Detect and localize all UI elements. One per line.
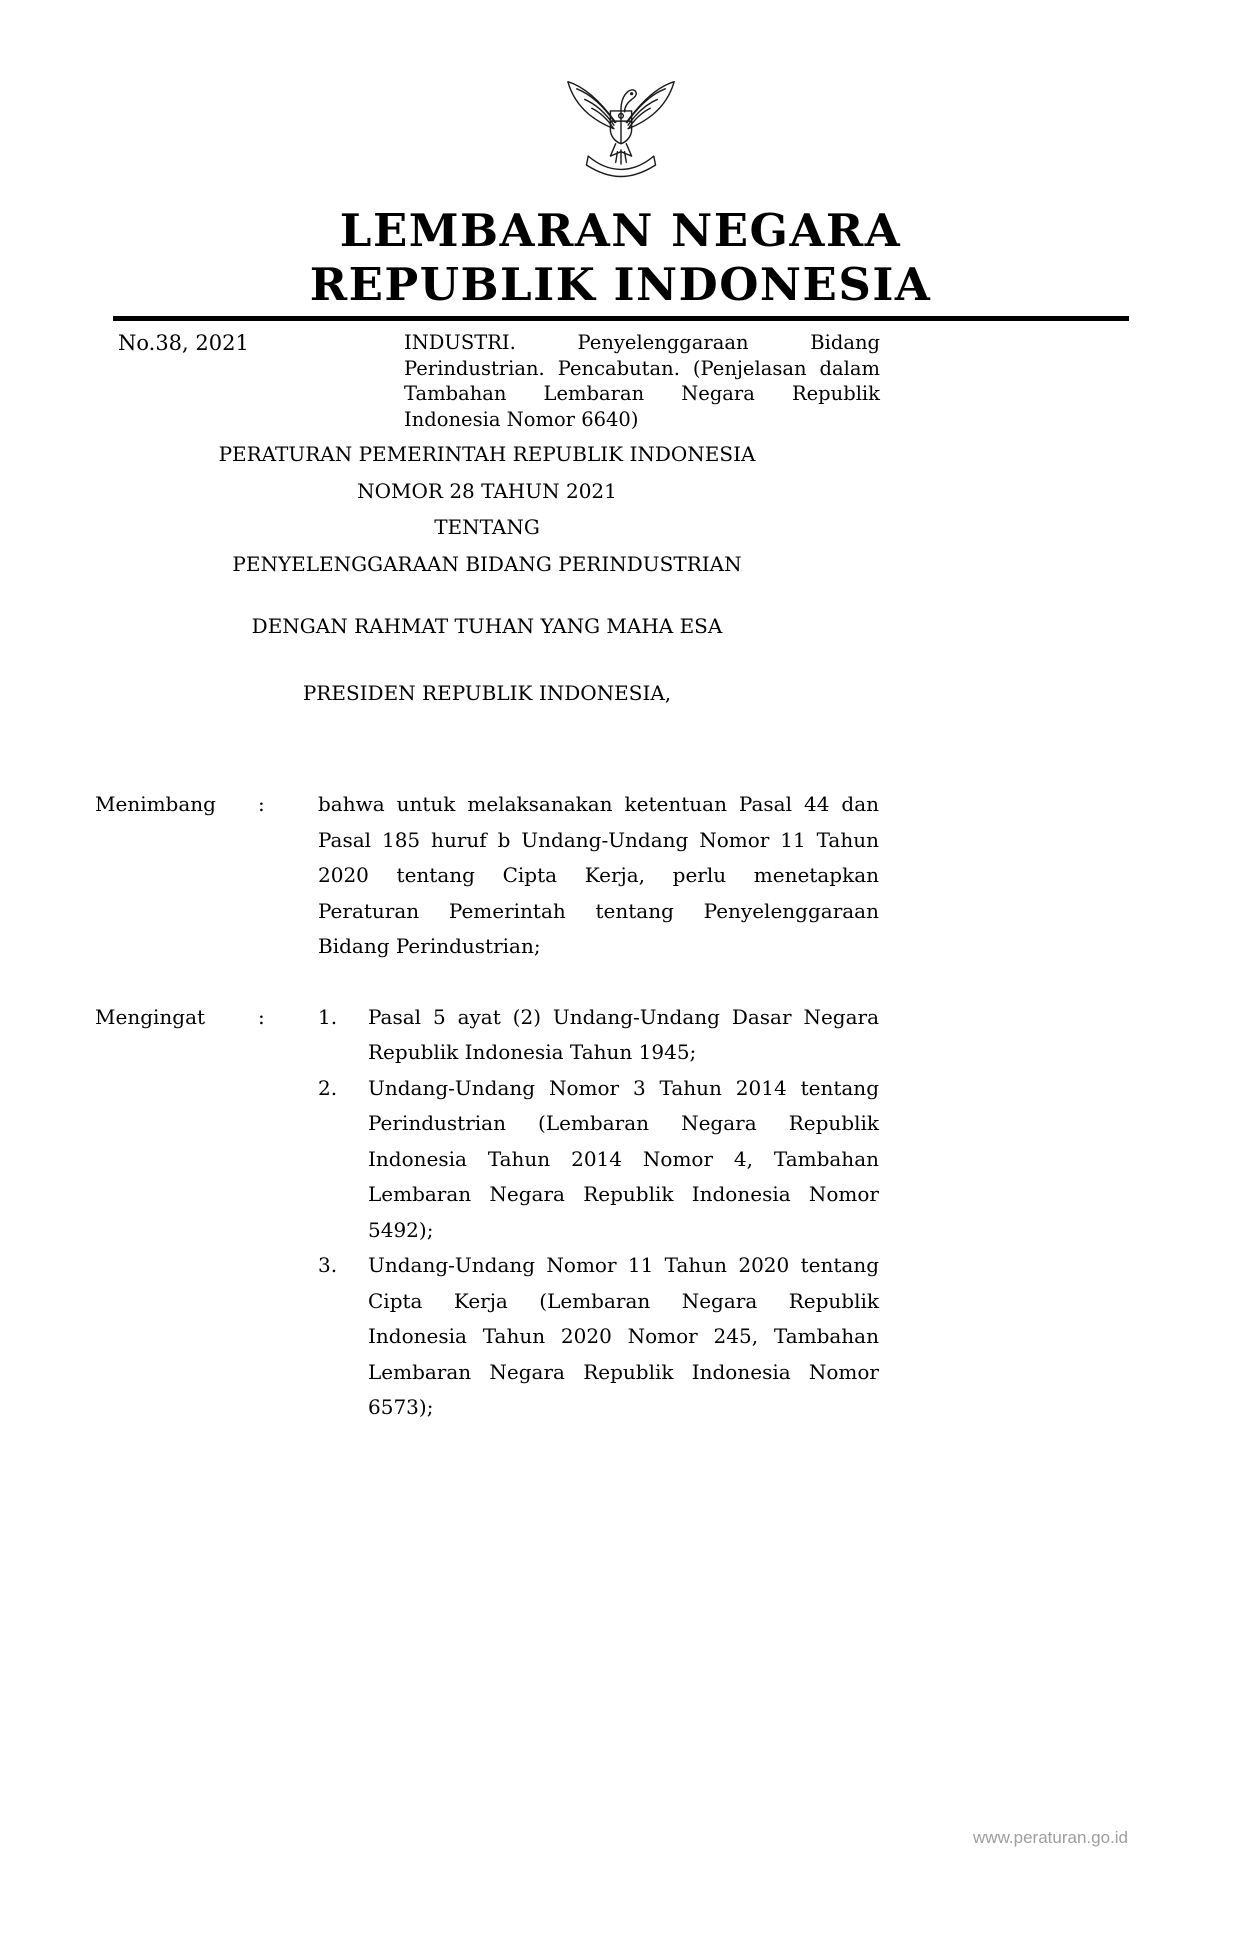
regulation-title [95, 436, 879, 582]
legal-basis-list [318, 1000, 879, 1426]
considering-text: bahwa untuk melaksanakan ketentuan Pasal 44 dan Pasal 185 huruf b Undang-Undang Nomor 11 Tahun 2020 tentang Cipta Kerja, perlu menetapkan Peraturan Pemerintah tentang Penyelenggaraan Bidang Perindustrian; [318, 792, 879, 958]
legal-basis-item [318, 1071, 879, 1249]
emblem-container [0, 0, 1241, 192]
regulation-title-line-3: TENTANG [434, 515, 540, 539]
masthead-title-line-2: REPUBLIK INDONESIA [309, 258, 932, 311]
masthead-divider-rule [113, 316, 1129, 321]
item-number: 1. [318, 1004, 338, 1029]
authority-line: PRESIDEN REPUBLIK INDONESIA, [302, 681, 672, 705]
regulation-title-line-2: NOMOR 28 TAHUN 2021 [357, 478, 617, 503]
regulation-title-line-1: PERATURAN PEMERINTAH REPUBLIK INDONESIA [218, 442, 756, 466]
item-text: Undang-Undang Nomor 11 Tahun 2020 tentang Cipta Kerja (Lembaran Negara Republik Indonesia Tahun 2020 Nomor 245, Tambahan Lembaran Negara Republik Indonesia Nomor 6573); [368, 1253, 879, 1419]
legal-basis-label: Mengingat [95, 1004, 206, 1029]
item-number: 3. [318, 1253, 338, 1277]
masthead-title-line-1: LEMBARAN NEGARA [339, 204, 902, 257]
legal-basis-item [318, 1248, 879, 1426]
item-text: Undang-Undang Nomor 3 Tahun 2014 tentang Perindustrian (Lembaran Negara Republik Indonesia Tahun 2014 Nomor 4, Tambahan Lembaran Negara Republik Indonesia Nomor 5492); [368, 1075, 879, 1242]
considering-colon: : [258, 792, 265, 816]
considering-clause [95, 787, 879, 965]
legal-basis-clause [95, 1000, 879, 1426]
considering-label: Menimbang [95, 792, 216, 816]
invocation-line: DENGAN RAHMAT TUHAN YANG MAHA ESA [251, 614, 723, 638]
legal-basis-item [318, 1000, 879, 1071]
issue-row [118, 330, 880, 432]
issue-subject: INDUSTRI. Penyelenggaraan Bidang Perindustrian. Pencabutan. (Penjelasan dalam Tambahan Lembaran Negara Republik Indonesia Nomor 6640) [404, 331, 880, 431]
item-number: 2. [318, 1075, 338, 1100]
issue-number: No.38, 2021 [118, 331, 249, 355]
regulation-title-line-4: PENYELENGGARAAN BIDANG PERINDUSTRIAN [232, 551, 742, 576]
masthead-title [0, 204, 1241, 312]
source-watermark: www.peraturan.go.id [973, 1828, 1128, 1847]
legal-basis-colon: : [258, 1004, 265, 1029]
item-text: Pasal 5 ayat (2) Undang-Undang Dasar Negara Republik Indonesia Tahun 1945; [368, 1004, 879, 1064]
document-column [95, 436, 879, 1426]
garuda-pancasila-emblem [557, 64, 685, 188]
